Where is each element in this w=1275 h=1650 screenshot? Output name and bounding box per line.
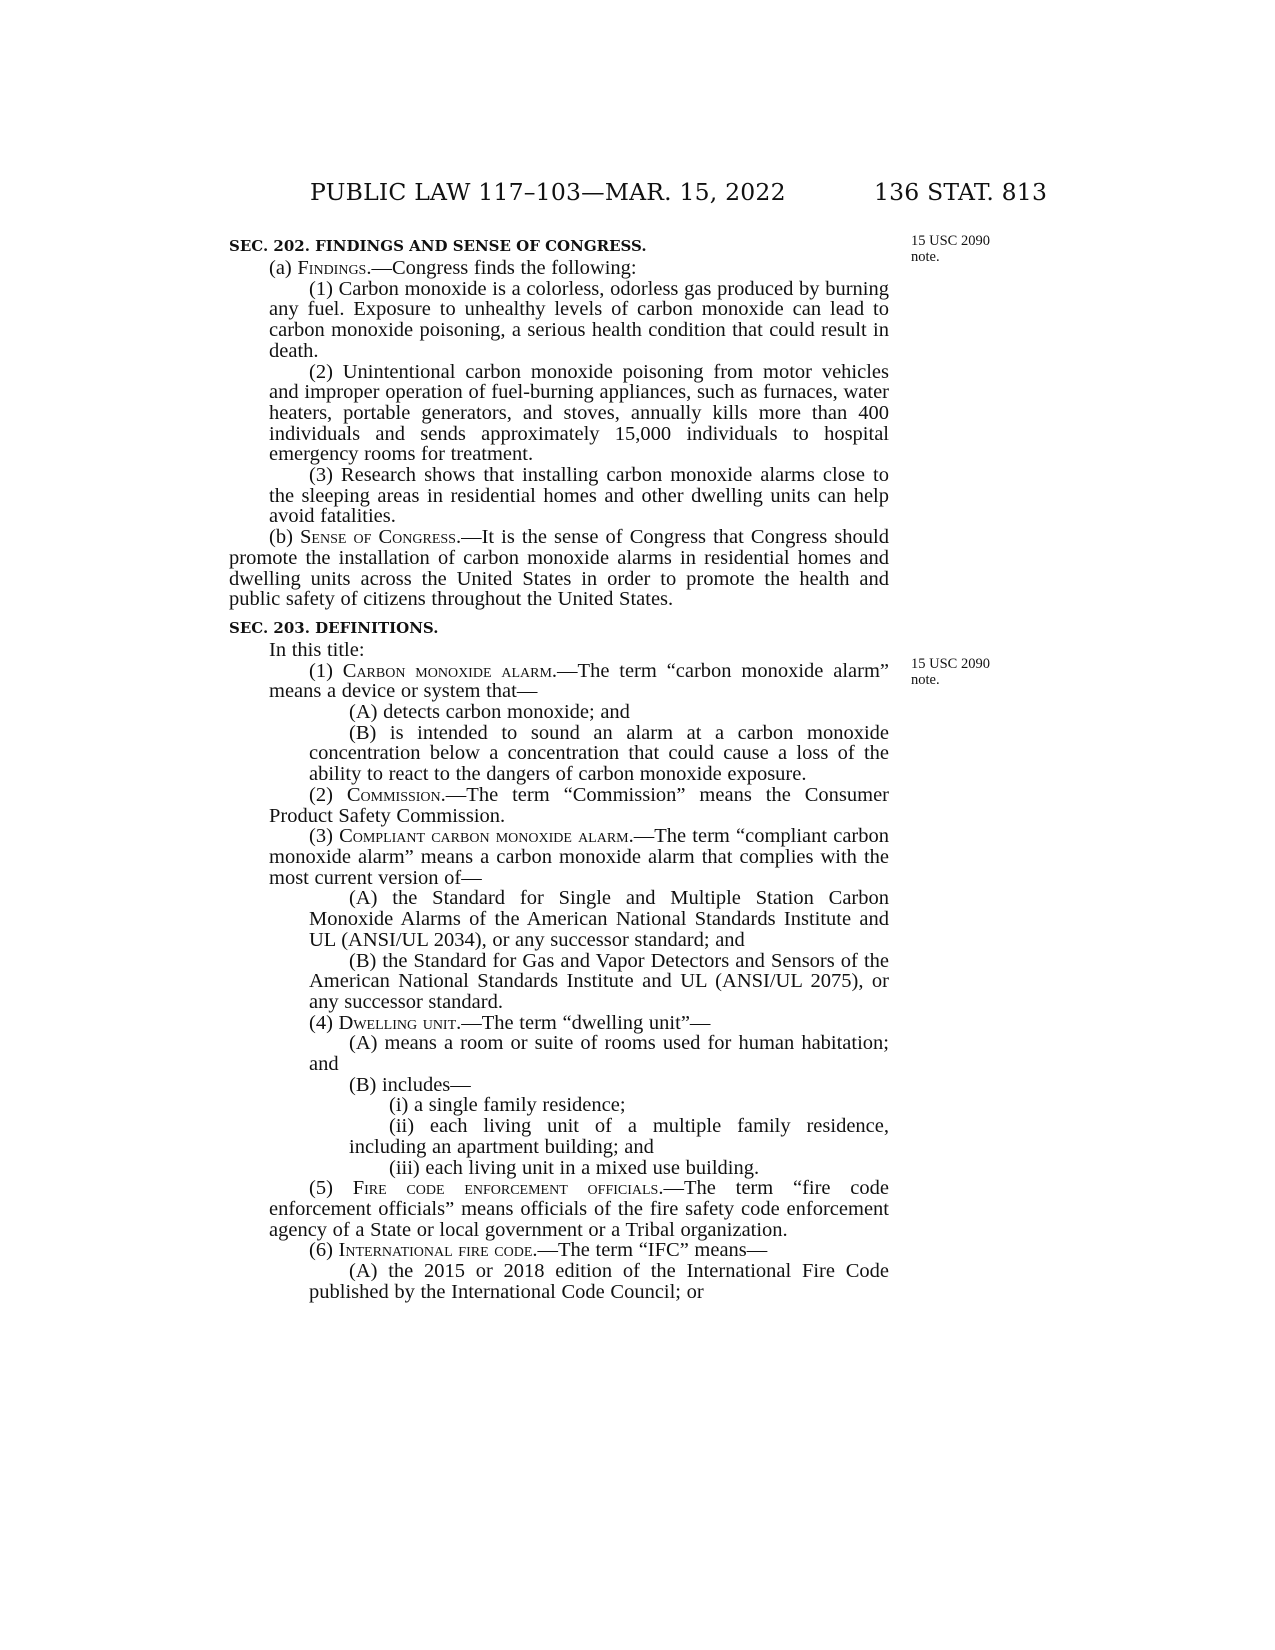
subsection-label: (b): [269, 526, 300, 549]
subsection-label: (a): [269, 257, 298, 279]
definition-term: International fire code: [338, 1239, 533, 1262]
definition-5: [229, 1178, 889, 1240]
definition-text: .—The term “compliant carbon monoxide alarm” means a carbon monoxide alarm that complies with the most current version of—: [269, 825, 890, 889]
margin-note-label: note.: [911, 249, 940, 265]
definition-label: (1): [309, 659, 343, 682]
definition-3: [229, 826, 889, 888]
margin-note-sec203: [911, 656, 1011, 688]
subsection-term: Sense of Congress: [300, 526, 456, 549]
definition-label: (6): [309, 1239, 339, 1262]
margin-note-citation: 15 USC 2090: [911, 656, 990, 672]
finding-1: (1) Carbon monoxide is a colorless, odorless gas produced by burning any fuel. Exposure to unhealthy levels of carbon monoxide can lead to carbon monoxide poisoning, a serious health condition that could result in death.: [269, 277, 889, 362]
definition-text: .—The term “IFC” means—: [532, 1239, 768, 1262]
margin-note-sec202: [911, 233, 1011, 265]
definition-3-a: (A) the Standard for Single and Multiple Station Carbon Monoxide Alarms of the American National Standards Institute and UL (ANSI/UL 2034), or any successor standard; and: [309, 887, 889, 951]
definition-label: (5): [309, 1177, 353, 1200]
definition-6-a: (A) the 2015 or 2018 edition of the International Fire Code published by the International Code Council; or: [309, 1260, 889, 1303]
finding-2: (2) Unintentional carbon monoxide poisoning from motor vehicles and improper operation of fuel-burning appliances, such as furnaces, water heaters, portable generators, and stoves, annually kills more than 400 individuals and sends approximately 15,000 individuals to hospital emergency rooms for treatment.: [269, 360, 889, 466]
subsection-a-findings: [229, 258, 889, 279]
definition-3-b: (B) the Standard for Gas and Vapor Detectors and Sensors of the American National Standards Institute and UL (ANSI/UL 2075), or any successor standard.: [309, 949, 889, 1013]
definition-6: [229, 1240, 889, 1261]
definition-label: (2): [309, 783, 347, 806]
definition-term: Commission: [346, 783, 441, 806]
definition-label: (4): [309, 1011, 339, 1034]
subsection-b-sense-of-congress: [229, 527, 889, 610]
definition-4-b-i: (i) a single family residence;: [389, 1094, 626, 1117]
definition-term: Fire code enforcement officials: [352, 1177, 659, 1200]
definition-4-a: (A) means a room or suite of rooms used for human habitation; and: [309, 1032, 889, 1076]
definition-2: [229, 785, 889, 826]
running-header-title: PUBLIC LAW 117–103—MAR. 15, 2022: [310, 178, 786, 206]
subsection-text: .—It is the sense of Congress that Congress should promote the installation of carbon monoxide alarms in residential homes and dwelling units across the United States in order to promote the health and public safety of citizens throughout the United States.: [229, 526, 889, 611]
definition-1-b: (B) is intended to sound an alarm at a carbon monoxide concentration below a concentration that could cause a loss of the ability to react to the dangers of carbon monoxide exposure.: [309, 721, 889, 786]
definition-4-b-iii: (iii) each living unit in a mixed use building.: [389, 1156, 760, 1179]
document-body: [229, 236, 889, 1302]
definition-1-a: (A) detects carbon monoxide; and: [349, 701, 630, 724]
definition-1: [229, 661, 889, 702]
definition-4-b: (B) includes—: [349, 1073, 471, 1096]
subsection-text: .—Congress finds the following:: [366, 257, 637, 279]
running-header-page-number: 136 STAT. 813: [874, 178, 1048, 206]
definition-4-b-ii: (ii) each living unit of a multiple family residence, including an apartment building; and: [349, 1115, 889, 1158]
margin-note-label: note.: [911, 672, 940, 688]
finding-3: (3) Research shows that installing carbon monoxide alarms close to the sleeping areas in residential homes and other dwelling units can help avoid fatalities.: [269, 464, 889, 528]
definition-4: [229, 1013, 889, 1034]
definition-text: .—The term “Commission” means the Consumer Product Safety Commission.: [269, 783, 890, 827]
subsection-term: Findings: [297, 257, 367, 279]
definition-text: .—The term “fire code enforcement officials” means officials of the fire safety code enforcement agency of a State or local government or a Tribal organization.: [269, 1177, 889, 1241]
definition-text: .—The term “carbon monoxide alarm” means a device or system that—: [269, 659, 890, 703]
definition-term: Dwelling unit: [338, 1011, 457, 1034]
definitions-intro: In this title:: [269, 638, 365, 661]
definition-label: (3): [309, 825, 340, 848]
definition-term: Carbon monoxide alarm: [342, 659, 552, 682]
definition-term: Compliant carbon monoxide alarm: [339, 825, 629, 848]
section-202-heading: SEC. 202. FINDINGS AND SENSE OF CONGRESS.: [229, 237, 647, 255]
margin-note-citation: 15 USC 2090: [911, 233, 990, 249]
section-203-heading: SEC. 203. DEFINITIONS.: [229, 618, 439, 637]
definition-text: .—The term “dwelling unit”—: [456, 1011, 711, 1034]
